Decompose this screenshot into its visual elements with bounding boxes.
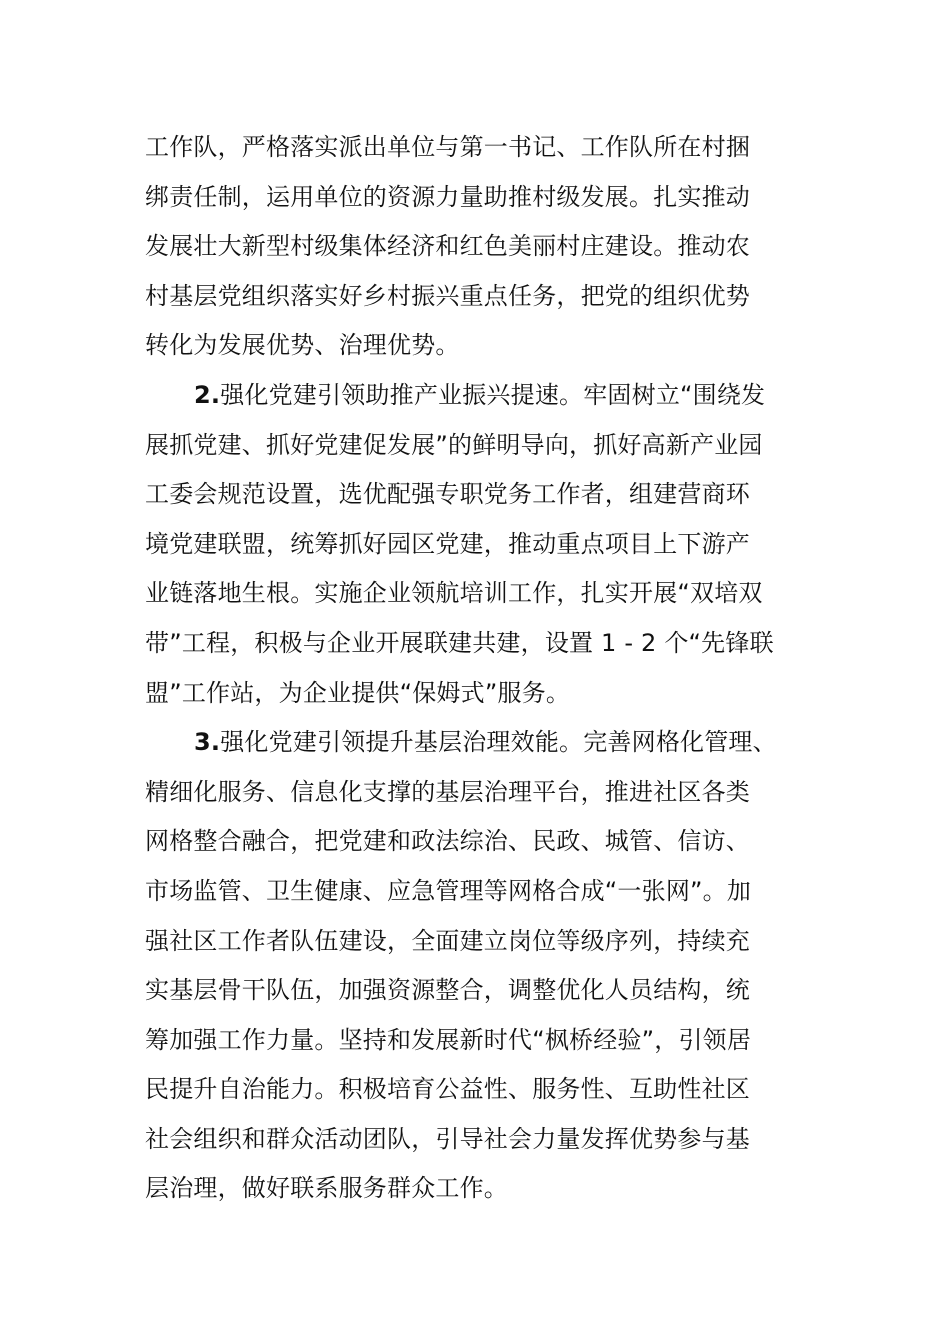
- text-line: 村基层党组织落实好乡村振兴重点任务，把党的组织优势: [145, 281, 750, 310]
- paragraph-first-line: [145, 371, 805, 421]
- paragraph-heading-text: 强化党建引领助推产业振兴提速。牢固树立“围绕发: [220, 380, 766, 409]
- text-line: 实基层骨干队伍，加强资源整合，调整优化人员结构，统: [145, 976, 750, 1005]
- paragraph-2: [145, 371, 805, 718]
- text-line: 工委会规范设置，选优配强专职党务工作者，组建营商环: [145, 480, 750, 509]
- text-line: 业链落地生根。实施企业领航培训工作，扎实开展“双培双: [145, 579, 763, 608]
- text-line: 转化为发展优势、治理优势。: [145, 331, 460, 360]
- text-line: 发展壮大新型村级集体经济和红色美丽村庄建设。推动农: [145, 232, 750, 261]
- text-line: 展抓党建、抓好党建促发展”的鲜明导向，抓好高新产业园: [145, 430, 763, 459]
- text-line: 强社区工作者队伍建设，全面建立岗位等级序列，持续充: [145, 926, 750, 955]
- text-line: 社会组织和群众活动团队，引导社会力量发挥优势参与基: [145, 1124, 750, 1153]
- paragraph-first-line: [145, 718, 805, 768]
- text-line: 绑责任制，运用单位的资源力量助推村级发展。扎实推动: [145, 182, 750, 211]
- paragraph-3: [145, 718, 805, 1214]
- text-line: 民提升自治能力。积极培育公益性、服务性、互助性社区: [145, 1075, 750, 1104]
- text-line: 带”工程，积极与企业开展联建共建，设置 1 - 2 个“先锋联: [145, 628, 774, 657]
- paragraph-number: 2.: [194, 380, 221, 409]
- text-line: 筹加强工作力量。坚持和发展新时代“枫桥经验”，引领居: [145, 1025, 752, 1054]
- text-line: 市场监管、卫生健康、应急管理等网格合成“一张网”。加: [145, 876, 752, 905]
- text-line: 境党建联盟，统筹抓好园区党建，推动重点项目上下游产: [145, 529, 750, 558]
- text-line: 工作队，严格落实派出单位与第一书记、工作队所在村捆: [145, 133, 750, 161]
- text-line: 盟”工作站，为企业提供“保姆式”服务。: [145, 678, 571, 707]
- text-line: 网格整合融合，把党建和政法综治、民政、城管、信访、: [145, 827, 750, 856]
- paragraph-heading-text: 强化党建引领提升基层治理效能。完善网格化管理、: [220, 728, 777, 757]
- paragraph-1: [145, 123, 805, 371]
- text-line: 层治理，做好联系服务群众工作。: [145, 1174, 508, 1203]
- text-line: 精细化服务、信息化支撑的基层治理平台，推进社区各类: [145, 777, 750, 806]
- paragraph-number: 3.: [194, 728, 221, 757]
- body-text: [145, 123, 805, 1214]
